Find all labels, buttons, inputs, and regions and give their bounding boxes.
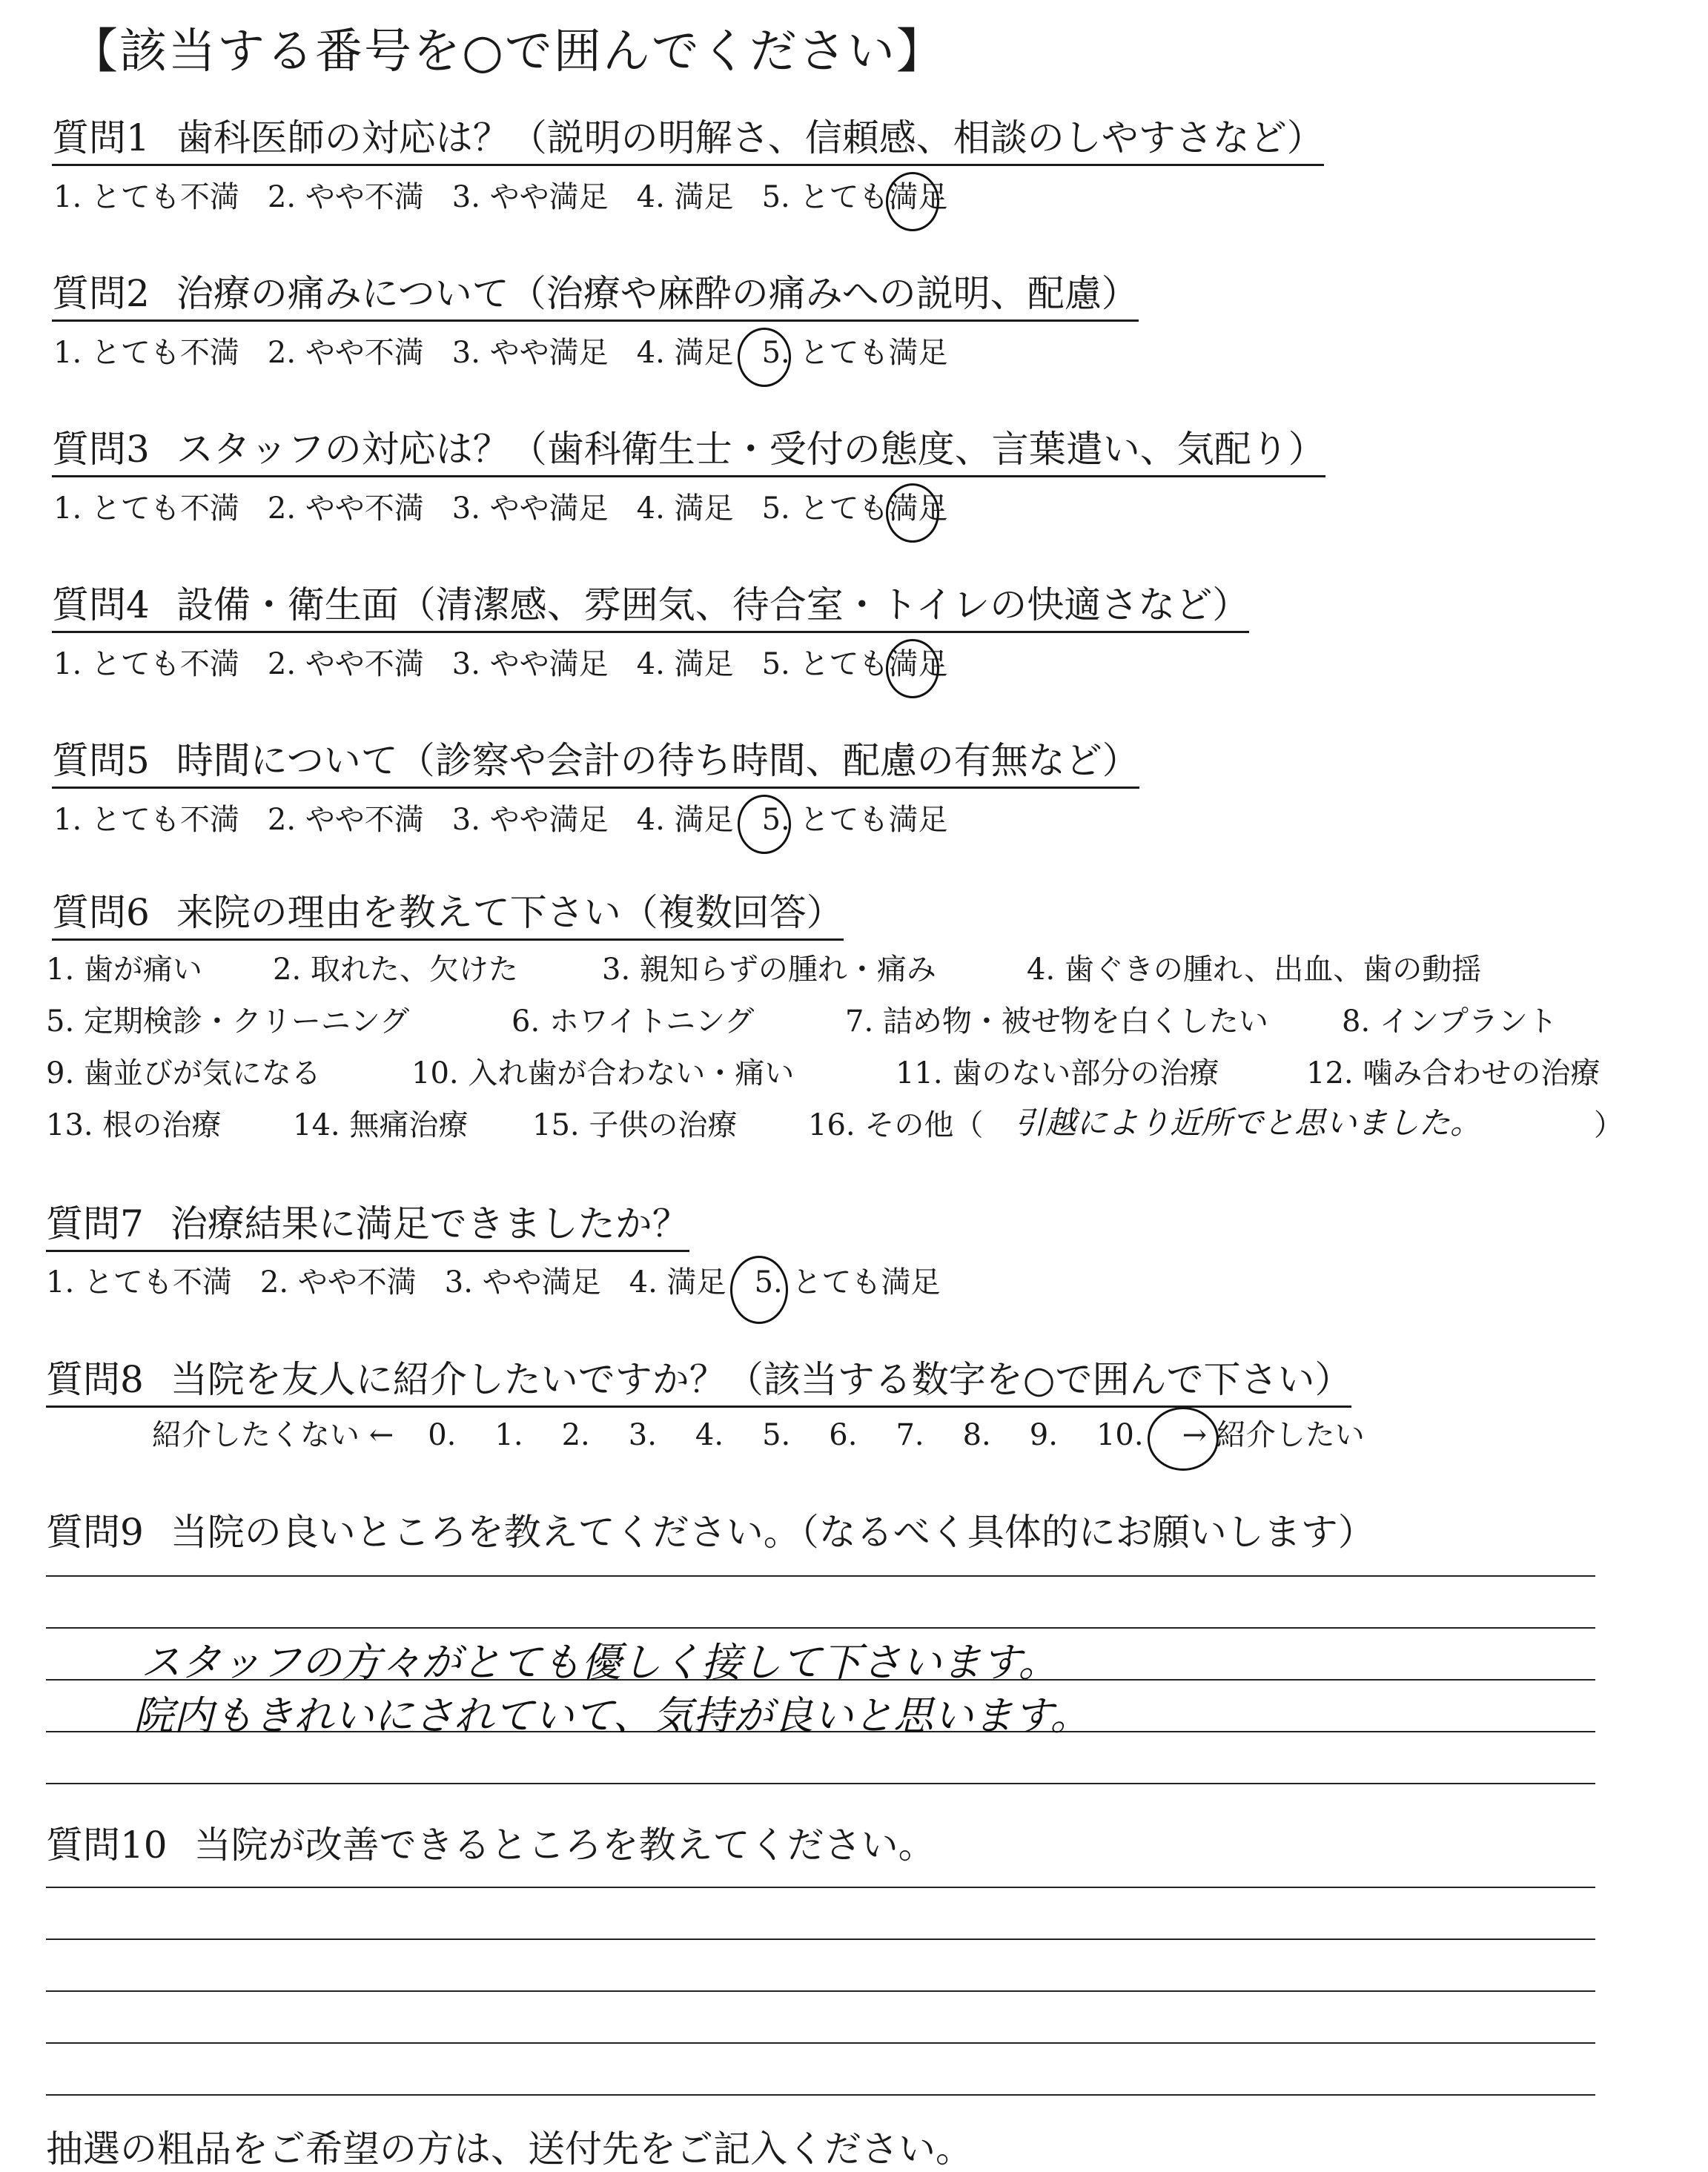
q5-option-5[interactable]: 5. とても満足 bbox=[761, 803, 948, 837]
q2-option-5[interactable]: 5. とても満足 bbox=[761, 336, 948, 370]
q8-score-3[interactable]: 3. bbox=[628, 1418, 657, 1452]
form-instruction: 【該当する番号を○で囲んでください】 bbox=[70, 24, 945, 79]
q6-option-7[interactable]: 7. 詰め物・被せ物を白くしたい bbox=[845, 1004, 1268, 1039]
question-2-options bbox=[53, 332, 976, 374]
question-3-options bbox=[53, 488, 976, 529]
q6-option-9[interactable]: 9. 歯並びが気になる bbox=[46, 1056, 321, 1090]
question-6-text: 来院の理由を教えて下さい（複数回答） bbox=[176, 891, 844, 934]
q8-score-7[interactable]: 7. bbox=[896, 1418, 924, 1452]
q6-option-5[interactable]: 5. 定期検診・クリーニング bbox=[46, 1004, 410, 1039]
question-4-number: 質問4 bbox=[52, 583, 150, 626]
question-10-text: 当院が改善できるところを教えてください。 bbox=[193, 1824, 936, 1867]
q6-option-16[interactable]: 16. その他（ bbox=[808, 1108, 984, 1142]
question-7-heading bbox=[46, 1201, 689, 1252]
question-7-text: 治療結果に満足できましたか？ bbox=[170, 1202, 689, 1245]
question-8-heading bbox=[46, 1357, 1351, 1408]
q6-option-4[interactable]: 4. 歯ぐきの腫れ、出血、歯の動揺 bbox=[1027, 953, 1482, 987]
question-5-text: 時間について（診察や会計の待ち時間、配慮の有無など） bbox=[176, 739, 1139, 782]
q6-option-3[interactable]: 3. 親知らずの腫れ・痛み bbox=[602, 953, 936, 987]
q10-answer-line[interactable] bbox=[46, 1990, 1595, 1992]
question-1-number: 質問1 bbox=[52, 116, 150, 159]
question-9-heading bbox=[46, 1509, 1375, 1555]
question-6-heading bbox=[52, 890, 844, 941]
question-10-number: 質問10 bbox=[46, 1824, 168, 1867]
q2-selection-circle bbox=[738, 328, 791, 387]
q8-score-10[interactable]: 10. bbox=[1096, 1418, 1144, 1452]
q3-selection-circle bbox=[886, 483, 939, 543]
q1-selection-circle bbox=[886, 172, 939, 231]
q1-option-4[interactable]: 4. 満足 bbox=[636, 180, 734, 214]
q9-answer-line[interactable] bbox=[46, 1627, 1595, 1629]
question-7-options bbox=[46, 1262, 968, 1303]
q8-left-label: 紹介したくない ← bbox=[152, 1418, 394, 1452]
q2-option-2[interactable]: 2. やや不満 bbox=[267, 336, 424, 370]
q4-option-5[interactable]: 5. とても満足 bbox=[761, 647, 948, 681]
q6-option-12[interactable]: 12. 噛み合わせの治療 bbox=[1306, 1056, 1601, 1090]
q1-option-5[interactable]: 5. とても満足 bbox=[761, 180, 948, 214]
q8-score-9[interactable]: 9. bbox=[1029, 1418, 1058, 1452]
question-2-number: 質問2 bbox=[52, 272, 150, 315]
q9-handwritten-line-1: スタッフの方々がとても優しく接して下さいます。 bbox=[141, 1639, 1059, 1686]
q6-option-8[interactable]: 8. インプラント bbox=[1342, 1004, 1558, 1039]
question-5-number: 質問5 bbox=[52, 739, 150, 782]
q3-option-5[interactable]: 5. とても満足 bbox=[761, 491, 948, 526]
q6-other-close-paren: ） bbox=[1594, 1108, 1623, 1142]
q7-option-4[interactable]: 4. 満足 bbox=[629, 1265, 726, 1299]
q3-option-2[interactable]: 2. やや不満 bbox=[267, 491, 424, 526]
question-4-text: 設備・衛生面（清潔感、雰囲気、待合室・トイレの快適さなど） bbox=[176, 583, 1250, 626]
q8-score-6[interactable]: 6. bbox=[829, 1418, 858, 1452]
q7-option-5[interactable]: 5. とても満足 bbox=[754, 1265, 941, 1299]
question-4-heading bbox=[52, 582, 1249, 633]
q3-option-4[interactable]: 4. 満足 bbox=[636, 491, 734, 526]
q4-option-1[interactable]: 1. とても不満 bbox=[53, 647, 239, 681]
q6-option-2[interactable]: 2. 取れた、欠けた bbox=[273, 953, 518, 987]
q4-option-4[interactable]: 4. 満足 bbox=[636, 647, 734, 681]
q1-option-3[interactable]: 3. やや満足 bbox=[451, 180, 609, 214]
q7-option-3[interactable]: 3. やや満足 bbox=[444, 1265, 601, 1299]
q6-option-1[interactable]: 1. 歯が痛い bbox=[46, 953, 202, 987]
q6-option-11[interactable]: 11. 歯のない部分の治療 bbox=[896, 1056, 1219, 1090]
q3-option-1[interactable]: 1. とても不満 bbox=[53, 491, 239, 526]
q9-answer-line[interactable] bbox=[46, 1575, 1595, 1577]
q5-option-2[interactable]: 2. やや不満 bbox=[267, 803, 424, 837]
question-6-number: 質問6 bbox=[52, 891, 150, 934]
q10-answer-line[interactable] bbox=[46, 2042, 1595, 2044]
q3-option-3[interactable]: 3. やや満足 bbox=[451, 491, 609, 526]
q8-score-5[interactable]: 5. bbox=[762, 1418, 791, 1452]
q8-score-1[interactable]: 1. bbox=[494, 1418, 523, 1452]
q5-option-4[interactable]: 4. 満足 bbox=[636, 803, 734, 837]
q9-answer-line[interactable] bbox=[46, 1783, 1595, 1784]
q8-right-label: → 紹介したい bbox=[1182, 1418, 1365, 1452]
question-1-text: 歯科医師の対応は？（説明の明解さ、信頼感、相談のしやすさなど） bbox=[176, 116, 1324, 159]
q9-handwritten-line-2: 院内もきれいにされていて、気持が良いと思います。 bbox=[133, 1692, 1090, 1739]
q6-option-6[interactable]: 6. ホワイトニング bbox=[512, 1004, 755, 1039]
q7-option-1[interactable]: 1. とても不満 bbox=[46, 1265, 232, 1299]
question-8-number: 質問8 bbox=[46, 1358, 144, 1401]
q10-answer-line[interactable] bbox=[46, 1887, 1595, 1888]
question-2-text: 治療の痛みについて（治療や麻酔の痛みへの説明、配慮） bbox=[176, 272, 1139, 315]
question-3-text: スタッフの対応は？（歯科衛生士・受付の態度、言葉遣い、気配り） bbox=[176, 428, 1325, 471]
question-3-heading bbox=[52, 426, 1325, 477]
q1-option-2[interactable]: 2. やや不満 bbox=[267, 180, 424, 214]
q10-answer-line[interactable] bbox=[46, 1938, 1595, 1940]
q8-selection-circle bbox=[1148, 1407, 1219, 1471]
q5-selection-circle bbox=[738, 795, 791, 854]
question-4-options bbox=[53, 643, 976, 685]
q5-option-1[interactable]: 1. とても不満 bbox=[53, 803, 239, 837]
q6-option-14[interactable]: 14. 無痛治療 bbox=[293, 1108, 469, 1142]
q4-option-3[interactable]: 3. やや満足 bbox=[451, 647, 609, 681]
q2-option-1[interactable]: 1. とても不満 bbox=[53, 336, 239, 370]
question-3-number: 質問3 bbox=[52, 428, 150, 471]
q8-score-4[interactable]: 4. bbox=[695, 1418, 724, 1452]
q2-option-3[interactable]: 3. やや満足 bbox=[451, 336, 609, 370]
q10-answer-line[interactable] bbox=[46, 2094, 1595, 2096]
q8-score-8[interactable]: 8. bbox=[962, 1418, 991, 1452]
question-5-options bbox=[53, 799, 976, 841]
question-10-heading bbox=[46, 1822, 936, 1868]
footer-prize-note: 抽選の粗品をご希望の方は、送付先をご記入ください。 bbox=[46, 2128, 973, 2171]
q7-option-2[interactable]: 2. やや不満 bbox=[259, 1265, 417, 1299]
question-5-heading bbox=[52, 738, 1139, 789]
question-9-text: 当院の良いところを教えてください。（なるべく具体的にお願いします） bbox=[170, 1511, 1375, 1554]
question-7-number: 質問7 bbox=[46, 1202, 144, 1245]
question-1-options bbox=[53, 176, 976, 218]
q1-option-1[interactable]: 1. とても不満 bbox=[53, 180, 239, 214]
q4-selection-circle bbox=[886, 639, 939, 698]
q6-option-13[interactable]: 13. 根の治療 bbox=[46, 1108, 222, 1142]
question-1-heading bbox=[52, 115, 1324, 166]
q4-option-2[interactable]: 2. やや不満 bbox=[267, 647, 424, 681]
question-9-number: 質問9 bbox=[46, 1511, 144, 1554]
q5-option-3[interactable]: 3. やや満足 bbox=[451, 803, 609, 837]
q7-selection-circle bbox=[730, 1256, 788, 1324]
q6-other-handwritten-answer[interactable]: 引越により近所でと思いました。 bbox=[1014, 1105, 1482, 1141]
question-2-heading bbox=[52, 271, 1139, 322]
q6-option-15[interactable]: 15. 子供の治療 bbox=[532, 1108, 738, 1142]
question-8-text: 当院を友人に紹介したいですか？（該当する数字を○で囲んで下さい） bbox=[170, 1358, 1352, 1401]
q6-option-10[interactable]: 10. 入れ歯が合わない・痛い bbox=[411, 1056, 795, 1090]
q2-option-4[interactable]: 4. 満足 bbox=[636, 336, 734, 370]
q8-score-2[interactable]: 2. bbox=[561, 1418, 590, 1452]
q8-score-0[interactable]: 0. bbox=[428, 1418, 457, 1452]
